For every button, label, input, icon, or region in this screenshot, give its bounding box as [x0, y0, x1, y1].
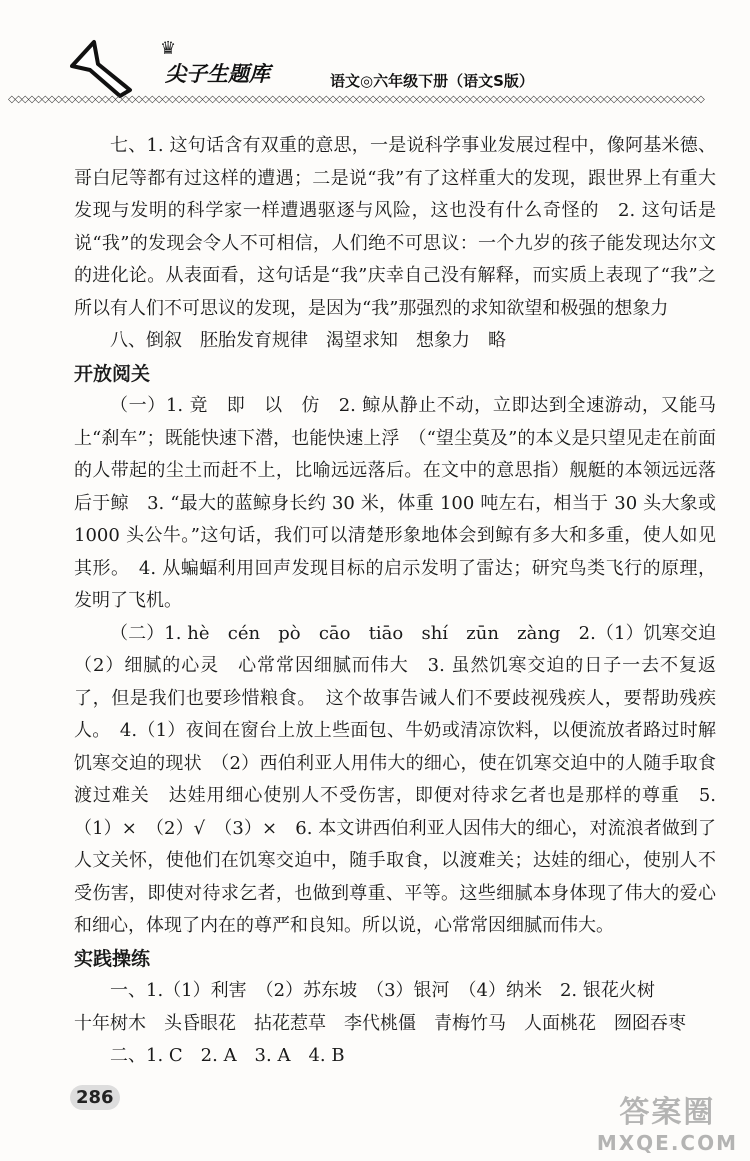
page-header [0, 0, 750, 110]
crown-icon: ♛ [160, 38, 177, 59]
arrow-logo-icon [68, 38, 138, 98]
answer-practice-2: 二、1. C 2. A 3. A 4. B [110, 1045, 345, 1066]
watermark [597, 1087, 738, 1155]
answer-q7: 七、1. 这句话含有双重的意思，一是说科学事业发展过程中，像阿基米德、哥白尼等都有过这样的遭遇；二是说“我”有了这样重大的发现，跟世界上有重大发现与发明的科学家一样遭遇驱逐与风险，这也没有什么奇怪的 2. 这句话是说“我”的发现会令人不可相信，人们绝不可思议：一个九岁的孩子能发现达尔文的进化论。从表面看，这句话是“我”庆幸自己没有解释，而实质上表现了“我”之所以有人们不可思议的发现，是因为“我”那强烈的求知欲望和极强的想象力 [74, 135, 716, 319]
answer-practice-1b: 十年树木 头昏眼花 拈花惹草 李代桃僵 青梅竹马 人面桃花 囫囵吞枣 [74, 1012, 686, 1034]
answer-open-2: （二）1. hè cén pò cāo tiāo shí zūn zàng 2.（1）饥寒交迫（2）细腻的心灵 心常常因细腻而伟大 3. 虽然饥寒交迫的日子一去不复返了，但是我们也要珍惜粮食。 这个故事告诫人们不要歧视残疾人，要帮助残疾人。 4.（1）夜间在窗台上放上些面包、牛奶或清凉饮料，以便流放者路过时解饥寒交迫的现状 （2）西伯利亚人用伟大的细心，使在饥寒交迫中的人随手取食渡过难关 达娃用细心使别人不受伤害，即便对待求乞者也是那样的尊重 5.（1）× （2）√ （3）× 6. 本文讲西伯利亚人因伟大的细心，对流浪者做到了人文关怀，使他们在饥寒交迫中，随手取食，以渡难关；达娃的细心，使别人不受伤害，即使对待求乞者，也做到尊重、平等。这些细腻本身体现了伟大的爱心和细心，体现了内在的尊严和良知。所以说，心常常因细腻而伟大。 [74, 622, 716, 936]
brand-title: 尖子生题库 [165, 62, 270, 86]
section-heading-practice: 实践操练 [74, 947, 151, 970]
decorative-divider: ◇◇◇◇◇◇◇◇◇◇◇◇◇◇◇◇◇◇◇◇◇◇◇◇◇◇◇◇◇◇◇◇◇◇◇◇◇◇◇◇◇◇◇◇◇◇◇◇◇◇◇◇◇◇◇◇◇◇◇◇◇◇◇◇◇◇◇◇◇◇◇◇◇◇◇◇◇◇◇◇◇◇◇◇◇◇◇◇◇◇◇◇◇◇◇◇◇◇◇◇◇◇◇◇ [8, 95, 704, 105]
answer-q8: 八、倒叙 胚胎发育规律 渴望求知 想象力 略 [110, 330, 506, 351]
watermark-line1: 答案圈 [619, 1095, 716, 1130]
watermark-line2: MXQE.COM [596, 1131, 738, 1155]
answer-open-1: （一）1. 竟 即 以 仿 2. 鲸从静止不动，立即达到全速游动，又能马上“刹车”；既能快速下潜，也能快速上浮 （“望尘莫及”的本义是只望见走在前面的人带起的尘土而赶不上，比喻远远落后。在文中的意思指）舰艇的本领远远落后于鲸 3. “最大的蓝鲸身长约 30 米，体重 100 吨左右，相当于 30 头大象或 1000 头公牛。”这句话，我们可以清楚形象地体会到鲸有多大和多重，使人如见其形。 4. 从蝙蝠利用回声发现目标的启示发明了雷达；研究鸟类飞行的原理，发明了飞机。 [74, 395, 716, 611]
answer-practice-1a: 一、1.（1）利害 （2）苏东坡 （3）银河 （4）纳米 2. 银花火树 [110, 980, 655, 1001]
book-subtitle: 语文◎六年级下册（语文S版） [330, 72, 534, 90]
section-heading-open: 开放阅关 [74, 362, 151, 385]
answer-content [74, 130, 716, 1073]
page-number: 286 [70, 1085, 120, 1110]
